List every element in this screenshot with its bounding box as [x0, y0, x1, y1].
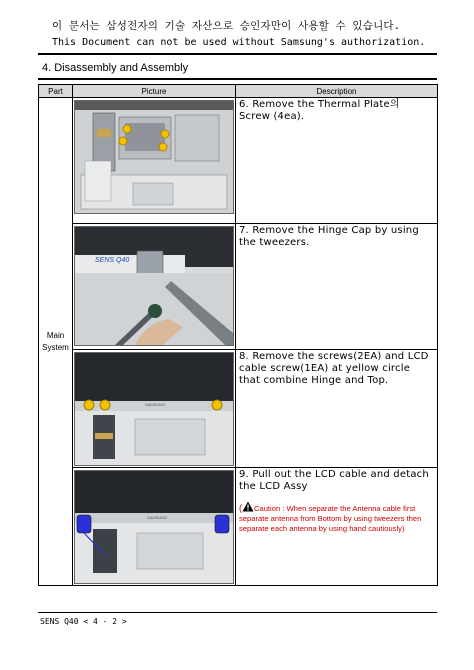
step-7-description: 7. Remove the Hinge Cap by using the tweezers.: [239, 225, 419, 248]
description-cell: [236, 224, 438, 350]
thermal-plate-illustration: [75, 101, 233, 213]
confidential-notice-english: This Document can not be used without Samsung's authorization.: [52, 37, 426, 48]
picture-cell: [73, 468, 236, 586]
step-9-description: 9. Pull out the LCD cable and detach the LCD Assy: [239, 469, 429, 492]
thermal-plate-photo: [74, 100, 234, 214]
hinge-cap-photo: [74, 226, 234, 346]
section-title: 4. Disassembly and Assembly: [42, 62, 189, 74]
disassembly-table: [38, 84, 438, 586]
column-header-part: Part: [39, 85, 73, 98]
footer-rule: [38, 612, 437, 613]
table-row: [39, 468, 438, 586]
section-rule: [38, 78, 437, 80]
table-header-row: [39, 85, 438, 98]
picture-cell: [73, 98, 236, 224]
caution-text: Caution : When separate the Antenna cable first separate antenna from Bottom by using tweezers then separate each antenna by using hand cautiously): [239, 504, 422, 533]
part-label-line1: Main: [46, 330, 65, 340]
table-row: [39, 98, 438, 224]
description-cell: [236, 468, 438, 586]
description-cell: [236, 350, 438, 468]
warning-triangle-icon: [242, 501, 254, 512]
column-header-picture: Picture: [73, 85, 236, 98]
hinge-screws-illustration: [75, 353, 233, 465]
table-row: [39, 350, 438, 468]
confidential-notice-korean: 이 문서는 삼성전자의 기술 자산으로 승인자만이 사용할 수 있습니다.: [52, 20, 401, 32]
step-6-description: 6. Remove the Thermal Plate의 Screw (4ea).: [239, 99, 400, 122]
table-row: [39, 224, 438, 350]
samsung-bezel-text: SAMSUNG: [147, 515, 168, 520]
sens-q40-logo-text: SENS Q40: [95, 257, 130, 264]
part-label-line2: System: [42, 342, 69, 352]
picture-cell: [73, 224, 236, 350]
hinge-cap-illustration: [75, 227, 233, 345]
column-header-description: Description: [236, 85, 438, 98]
lcd-assy-illustration: [75, 471, 233, 583]
picture-cell: [73, 350, 236, 468]
step-8-description: 8. Remove the screws(2EA) and LCD cable screw(1EA) at yellow circle that combine Hinge and Top.: [239, 351, 429, 386]
header-rule: [38, 53, 437, 55]
samsung-bezel-text: SAMSUNG: [145, 402, 166, 407]
caution-note: ( Caution : When separate the Antenna cable first separate antenna from Bottom by using tweezers then separate each antenna by using hand cautiously): [239, 503, 422, 533]
lcd-assy-photo: [74, 470, 234, 584]
description-cell: [236, 98, 438, 224]
page-footer: SENS Q40 < 4 - 2 >: [40, 617, 127, 626]
part-cell: [39, 98, 73, 586]
hinge-screws-photo: [74, 352, 234, 466]
